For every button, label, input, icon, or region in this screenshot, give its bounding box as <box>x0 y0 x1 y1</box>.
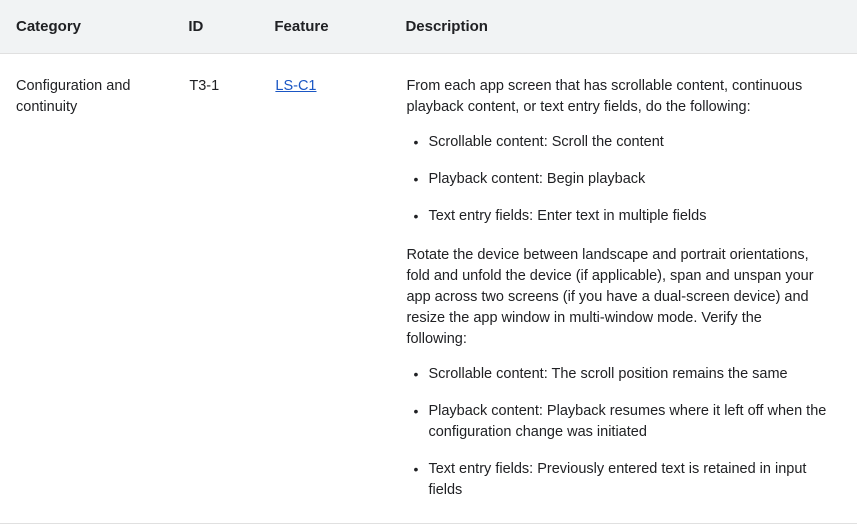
list-item: • Text entry fields: Previously entered text is retained in input fields <box>428 459 833 501</box>
list-item: • Playback content: Playback resumes where it left off when the configuration change was initiated <box>428 401 833 443</box>
column-header-category: Category <box>0 0 188 54</box>
list-item: • Scrollable content: Scroll the content <box>428 132 833 153</box>
column-header-feature: Feature <box>274 0 405 54</box>
list-item: • Playback content: Begin playback <box>428 169 833 190</box>
list-item: • Scrollable content: The scroll position remains the same <box>428 364 833 385</box>
list-item: • Text entry fields: Enter text in multiple fields <box>428 206 833 227</box>
table-body <box>0 54 857 524</box>
column-header-id: ID <box>188 0 274 54</box>
cell-id: T3-1 <box>188 54 274 524</box>
cell-category: Configuration and continuity <box>0 54 188 524</box>
feature-link-ls-c1[interactable]: LS-C1 <box>275 78 317 94</box>
column-header-description: Description <box>405 0 857 54</box>
table-header-row <box>0 0 857 54</box>
cell-feature <box>274 54 405 524</box>
table-row <box>0 54 857 524</box>
description-verify-list <box>406 364 856 501</box>
description-intro-paragraph: From each app screen that has scrollable content, continuous playback content, or text entry fields, do the following: <box>406 78 803 115</box>
table-header <box>0 0 857 54</box>
description-steps-list <box>406 132 856 227</box>
cell-description <box>405 54 857 524</box>
description-verify-paragraph: Rotate the device between landscape and portrait orientations, fold and unfold the device (if applicable), span and unspan your app across two screens (if you have a dual-screen device) and resize the app window in multi-window mode. Verify the following: <box>406 247 814 347</box>
